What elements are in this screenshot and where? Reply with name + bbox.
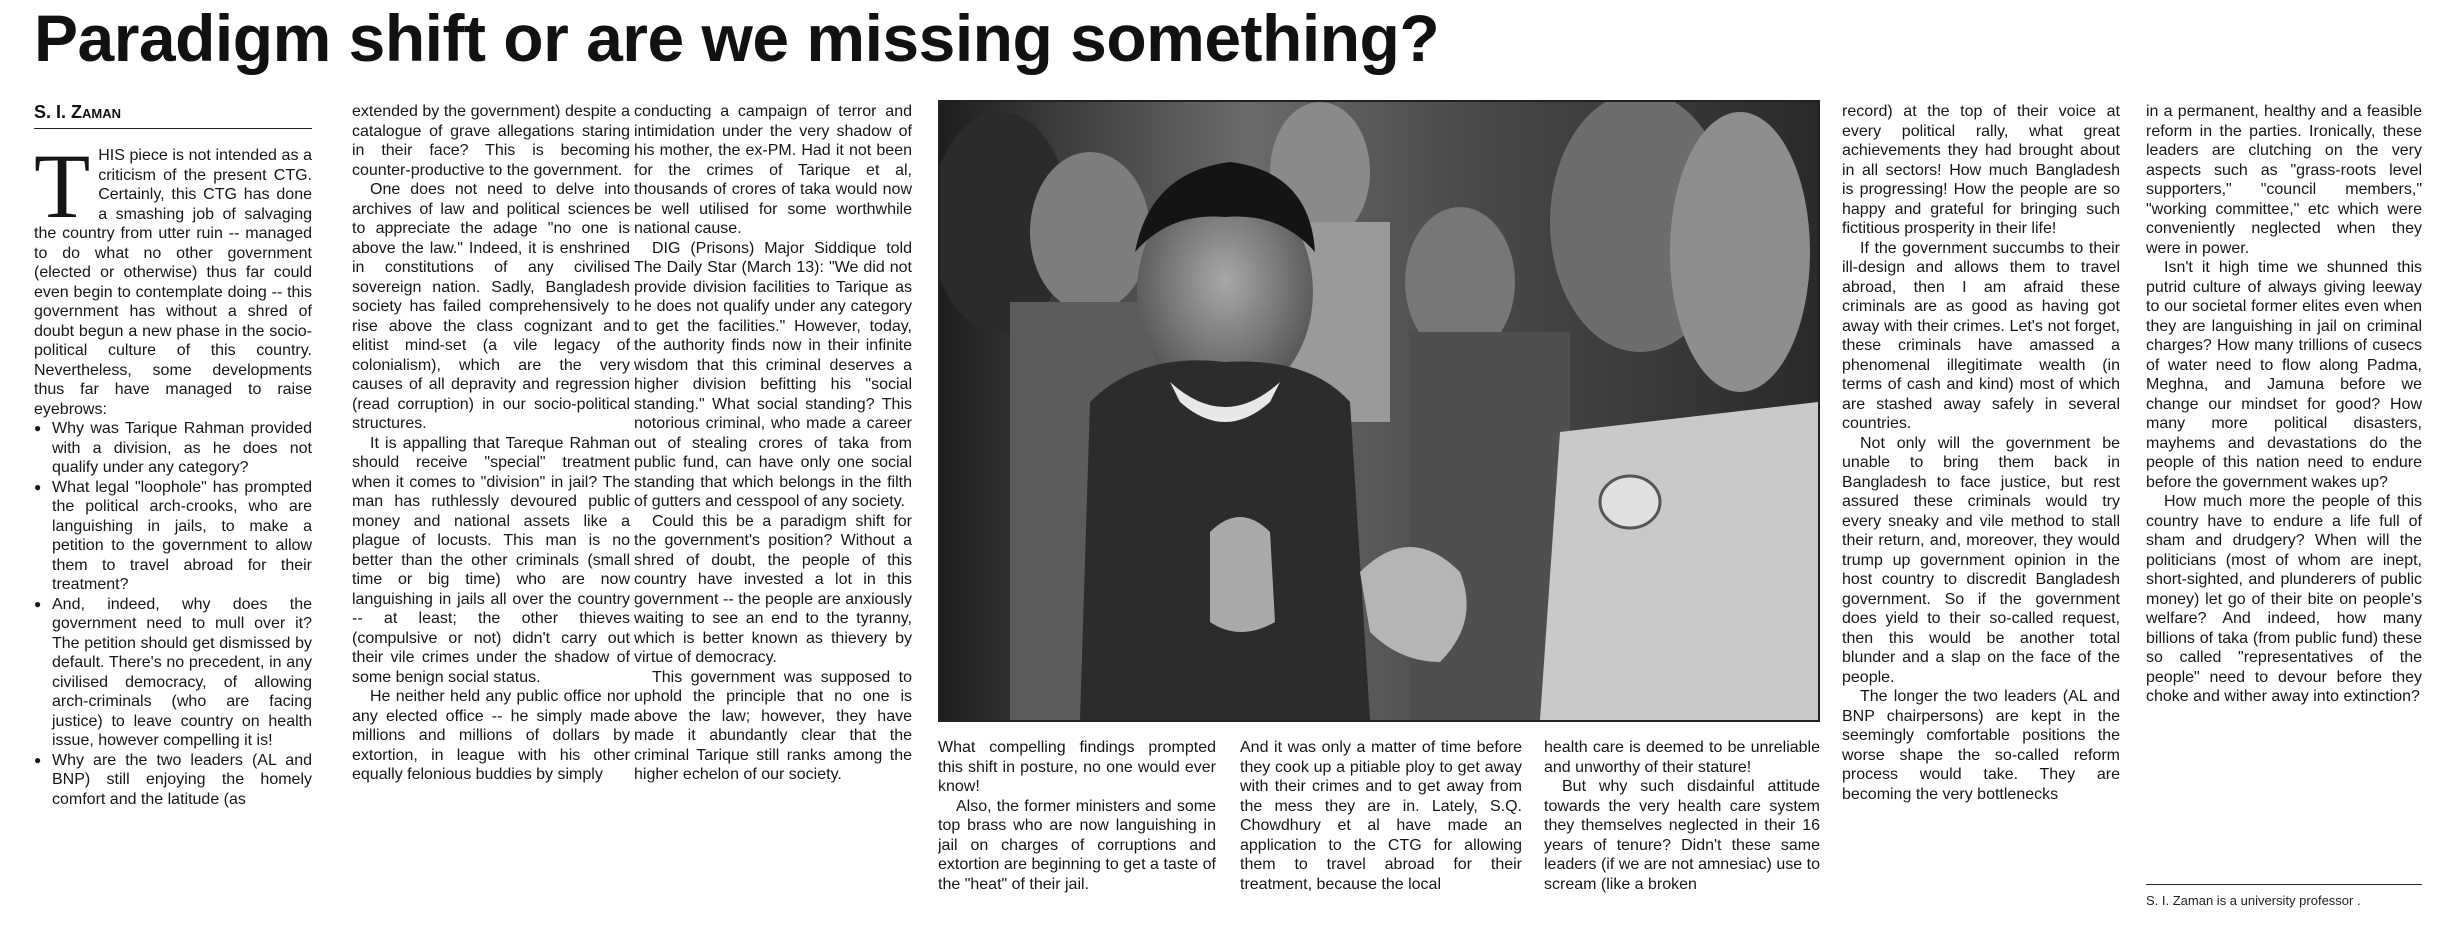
lead-paragraph: HIS piece is not intended as a criticism of the present CTG. Certainly, this CTG has done a smashing job of salvaging the country from utter ruin -- managed to do what no other government (elected or otherwise) thus far could even begin to contemplate doing -- this government has without a shred of doubt begun a new phase in the socio-political culture of this country. Nevertheless, some developments thus far have managed to raise eyebrows: [34, 147, 312, 418]
headline: Paradigm shift or are we missing something? [34, 1, 1440, 75]
paragraph: If the government succumbs to their ill-design and allows them to travel abroad, then I am afraid these criminals are as good as having got away with their crimes. Let's not forget, these criminals have amassed a phenomenal illegitimate wealth (in terms of cash and kind) most of which are stashed away safely in several countries. [1842, 239, 2120, 432]
paragraph: conducting a campaign of terror and intimidation under the very shadow of his mother, the ex-PM. Had it not been for the crimes of Tarique et al, thousands of crores of taka would now be well utilised for some worthwhile national cause. [634, 103, 912, 237]
paragraph: One does not need to delve into archives of law and political sciences to appreciate the adage "no one is above the law." Indeed, it is enshrined in constitutions of any civilised sovereign nation. Sadly, Bangladesh society has failed comprehensively to rise above the class cognizant and elitist mind-set (a vile legacy of colonialism), which are the very causes of all depravity and regression (read corruption) in our socio-political structures. [352, 181, 630, 432]
list-item: ● Why was Tarique Rahman provided with a division, as he does not qualify under any category? [34, 419, 312, 478]
question-list [34, 419, 312, 809]
article-column-2 [352, 102, 630, 926]
footnote-divider [2146, 884, 2422, 885]
byline-name: S. I. Zaman [34, 102, 121, 122]
paragraph: This government was supposed to uphold the principle that no one is above the law; however, they have made it abundantly clear that the criminal Tarique still ranks among the higher echelon of our society. [634, 668, 912, 783]
paragraph: It is appalling that Tareque Rahman should receive "special" treatment when it comes to "division" in jail? The man has ruthlessly devoured public money and national assets like a plague of locusts. This man is no better than the other criminals (small time or big time) who are now languishing in jails all over the country -- at least; the other thieves (compulsive or not) didn't carry out their vile crimes under the shadow of some benign social status. [352, 434, 630, 686]
paragraph: extended by the government) despite a catalogue of grave allegations staring in their face? This is becoming counter-productive to the government. [352, 103, 630, 179]
list-item: ● Why are the two leaders (AL and BNP) still enjoying the homely comfort and the latitude (as [34, 751, 312, 810]
drop-cap: T [34, 146, 91, 237]
paragraph: The longer the two leaders (AL and BNP chairpersons) are kept in the seemingly comfortable positions the worse shape the so-called reform process would take. They are becoming the very bottlenecks [1842, 688, 2120, 803]
paragraph: Also, the former ministers and some top brass who are now languishing in jail on charges of corruptions and extortion are beginning to get a taste of the "heat" of their jail. [938, 797, 1216, 893]
paragraph: He neither held any public office nor any elected office -- he simply made millions and millions of dollars by extortion, in league with his other equally felonious buddies by simply [352, 688, 630, 783]
article-column-4 [938, 738, 1216, 926]
article-column-8 [2146, 102, 2422, 872]
news-photo-illustration [940, 102, 1818, 720]
paragraph: Not only will the government be unable to bring them back in Bangladesh to face justice, but rest assured these criminals would try every sneaky and vile method to stall their return, and, moreover, they would trump up government opinion in the host country to discredit Bangladesh government. So if the government does yield to their so-called request, then this would be another total blunder and a slap on the face of the people. [1842, 434, 2120, 686]
article-column-7 [1842, 102, 2120, 926]
paragraph: What compelling findings prompted this shift in posture, no one would ever know! [938, 739, 1216, 795]
paragraph: health care is deemed to be unreliable and unworthy of their stature! [1544, 739, 1820, 776]
paragraph: in a permanent, healthy and a feasible reform in the parties. Ironically, these leaders are clutching on the very aspects such as "grass-roots level supporters," "council members," "working committee," etc which were conveniently neglected when they were in power. [2146, 103, 2422, 257]
list-item: ● What legal "loophole" has prompted the political arch-crooks, who are languishing in jails, to make a petition to the government to allow them to travel abroad for their treatment? [34, 478, 312, 595]
article-column-3 [634, 102, 912, 926]
news-photo [938, 100, 1820, 722]
author-footnote: S. I. Zaman is a university professor . [2146, 893, 2361, 908]
paragraph: DIG (Prisons) Major Siddique told The Daily Star (March 13): "We did not provide division facilities to Tarique as he does not qualify under any category to get the facilities." However, today, the authority finds now in their infinite wisdom that this criminal deserves a higher division befitting his "social standing." What social standing? This notorious criminal, who made a career out of stealing crores of taka from public fund, can have only one social standing that which belongs in the filth of gutters and cesspool of any society. [634, 239, 912, 510]
article-column-5 [1240, 738, 1522, 926]
paragraph: Could this be a paradigm shift for the government's position? Without a shred of doubt, the people of this country have invested a lot in this government -- the people are anxiously waiting to see an end to the tyranny, which is better known as thievery by virtue of democracy. [634, 512, 912, 666]
paragraph: But why such disdainful attitude towards the very health care system they themselves neglected in their 16 years of tenure? Didn't these same leaders (if we are not amnesiac) use to scream (like a broken [1544, 778, 1820, 893]
list-item: ● And, indeed, why does the government need to mull over it? The petition should get dismissed by default. There's no precedent, in any civilised democracy, of allowing arch-criminals (who are facing justice) to leave country on health issue, however compelling it is! [34, 595, 312, 751]
article-column-6 [1544, 738, 1820, 926]
paragraph: And it was only a matter of time before they cook up a pitiable ploy to get away with their crimes and to get away from the mess they are in. Lately, S.Q. Chowdhury et al have made an application to the CTG for allowing them to travel abroad for their treatment, because the local [1240, 739, 1522, 893]
byline [34, 100, 312, 129]
paragraph: Isn't it high time we shunned this putrid culture of always giving leeway to our societal former elites even when they are languishing in jail on criminal charges? How many trillions of cusecs of water need to flow along Padma, Meghna, and Jamuna before we change our mindset for good? How many more political disasters, mayhems and devastations do the people of this nation need to endure before the government wakes up? [2146, 259, 2422, 491]
article-column-1 [34, 146, 312, 926]
paragraph: How much more the people of this country have to endure a life full of sham and drudgery? When will the politicians (most of whom are inept, short-sighted, and plunderers of public money) let go of their bite on people's welfare? And indeed, how many billions of taka (from public fund) these so called "representatives of the people" need to devour before they choke and wither away into extinction? [2146, 493, 2422, 705]
paragraph: record) at the top of their voice at every political rally, what great achievements they had brought about in all sectors! How much Bangladesh is progressing! How the people are so happy and grateful for bringing such fictitious prosperity in their life! [1842, 103, 2120, 237]
